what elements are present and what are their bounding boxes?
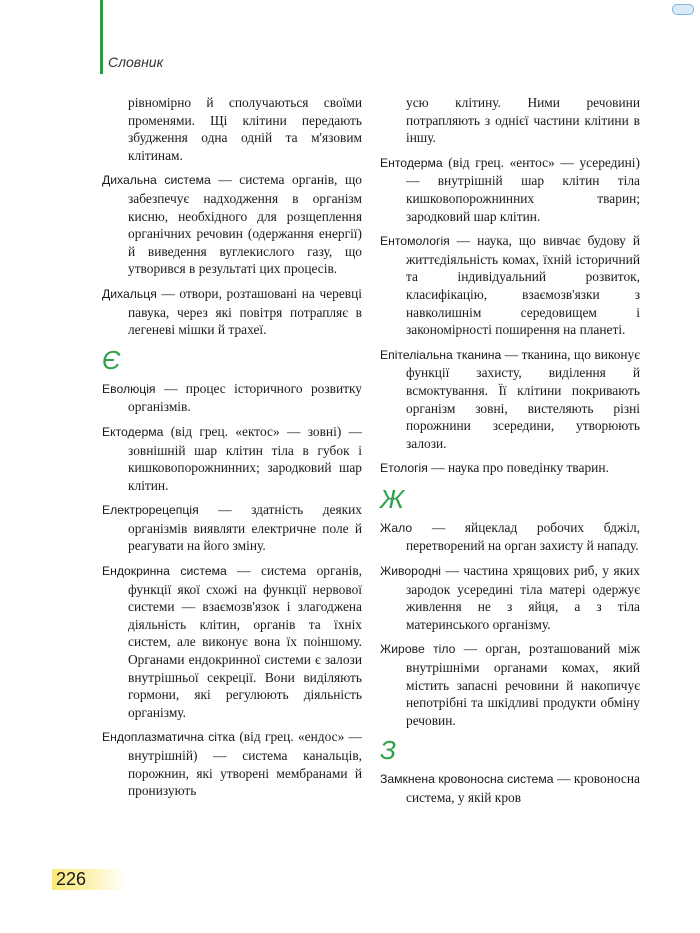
glossary-column-left — [102, 94, 362, 807]
glossary-entry — [102, 728, 362, 799]
glossary-term: Дихальна система — [102, 173, 211, 188]
glossary-term: Ектодерма — [102, 424, 164, 439]
glossary-entry — [102, 501, 362, 555]
glossary-entry — [102, 285, 362, 339]
glossary-entry — [380, 154, 640, 225]
glossary-entry — [102, 423, 362, 494]
glossary-entry — [380, 519, 640, 555]
glossary-definition: — процес історичного розвитку організмів. — [128, 380, 362, 415]
glossary-term: Ендокринна система — [102, 564, 227, 579]
glossary-term: Електрорецепція — [102, 503, 199, 518]
glossary-entry — [380, 770, 640, 806]
glossary-definition: — система органів, функції якої схожі на функції нервової системи — взаємозв'язок і злагоджена діяльність клітин, органів та їхніх систем, але виконує вона їх поіншому. Органами ендокринної системи є залози внутрішньої секреції. Вони виділяють гормони, які регулюють діяльність організму. — [128, 563, 362, 720]
glossary-term: Ентодерма — [380, 155, 443, 170]
glossary-entry — [102, 562, 362, 721]
alphabet-letter-heading: Є — [102, 344, 121, 375]
glossary-definition: — частина хрящових риб, у яких зародок усередині тіла матері одержує живлення не з яйця, а з тіла материнського організму. — [406, 563, 640, 632]
glossary-term: Етологія — [380, 461, 428, 476]
glossary-definition: — тканина, що виконує функції захисту, виділення й всмоктування. Її клітини покривають організм зовні, вистеляють різні порожнини зсередини, утворюють залози. — [406, 346, 640, 451]
glossary-term: Ендоплазматична сітка — [102, 730, 235, 745]
glossary-entry — [380, 346, 640, 453]
glossary-entry — [102, 380, 362, 416]
glossary-definition: рівномірно й сполучаються своїми променями. Щі клітини передають збудження одна одній та м'язовим клітинам. — [128, 95, 362, 163]
glossary-term: Замкнена кровоносна система — [380, 772, 554, 787]
corner-badge-icon — [672, 4, 694, 15]
glossary-term: Живородні — [380, 564, 442, 579]
glossary-definition: усю клітину. Ними речовини потрапляють з однієї частини клітини в іншу. — [406, 95, 640, 146]
glossary-entry — [380, 562, 640, 633]
glossary-definition: — орган, розташований між внутрішніми органами комах, який містить запасні речовини й накопичує непотрібні та шкідливі продукти обміну речовин. — [406, 641, 640, 728]
alphabet-letter-heading: Ж — [380, 483, 404, 514]
glossary-definition: — система органів, що забезпечує надходження в організм кисню, необхідного для розщеплення органічних речовин (одержання енергії) й виведення вуглекислого газу, що утворився в результаті цих процесів. — [128, 172, 362, 277]
glossary-definition: — отвори, розташовані на черевці павука, через які повітря потрапляє в легеневі мішки й трахеї. — [128, 285, 362, 338]
glossary-column-right — [380, 94, 640, 814]
glossary-term: Еволюція — [102, 381, 156, 396]
glossary-term: Дихальця — [102, 286, 157, 301]
glossary-definition: — яйцеклад робочих бджіл, перетворений на орган захисту й нападу. — [406, 519, 640, 554]
glossary-term: Жирове тіло — [380, 642, 456, 657]
glossary-term: Жало — [380, 520, 413, 535]
glossary-definition: — наука, що вивчає будову й життєдіяльність комах, їхній історичний та індивідуальний розвиток, класифікацію, взаємозв'язки з навколишнім середовищем і закономірності поширення на планеті. — [406, 233, 640, 338]
section-title: Словник — [108, 54, 164, 70]
glossary-entry — [380, 459, 640, 478]
glossary-entry — [380, 232, 640, 339]
glossary-definition: — здатність деяких організмів виявляти електричне поле й реагувати на його зміну. — [128, 502, 362, 554]
glossary-entry-continuation — [380, 94, 640, 147]
glossary-entry — [380, 640, 640, 729]
glossary-definition: (від грец. «ендос» — внутрішній) — система канальців, порожнин, які утворені мембранами й пронизують — [128, 729, 362, 799]
glossary-definition: — наука про поведінку тварин. — [427, 460, 609, 476]
glossary-definition: — кровоносна система, у якій кров — [406, 771, 640, 805]
glossary-definition: (від грец. «ентос» — усередині) — внутрішній шар клітин тіла кишковопорожнинних тварин; зародковий шар клітин. — [406, 154, 640, 224]
page-number: 226 — [52, 869, 126, 890]
header-accent-rule — [100, 0, 103, 74]
glossary-term: Епітеліальна тканина — [380, 347, 502, 362]
glossary-entry-continuation — [102, 94, 362, 164]
glossary-entry — [102, 171, 362, 278]
alphabet-letter-heading: З — [380, 735, 396, 766]
glossary-definition: (від грец. «ектос» — зовні) — зовнішній шар клітин тіла в губок і кишковопорожнинних; зародковий шар клітин. — [128, 423, 362, 493]
glossary-term: Ентомологія — [380, 234, 450, 249]
